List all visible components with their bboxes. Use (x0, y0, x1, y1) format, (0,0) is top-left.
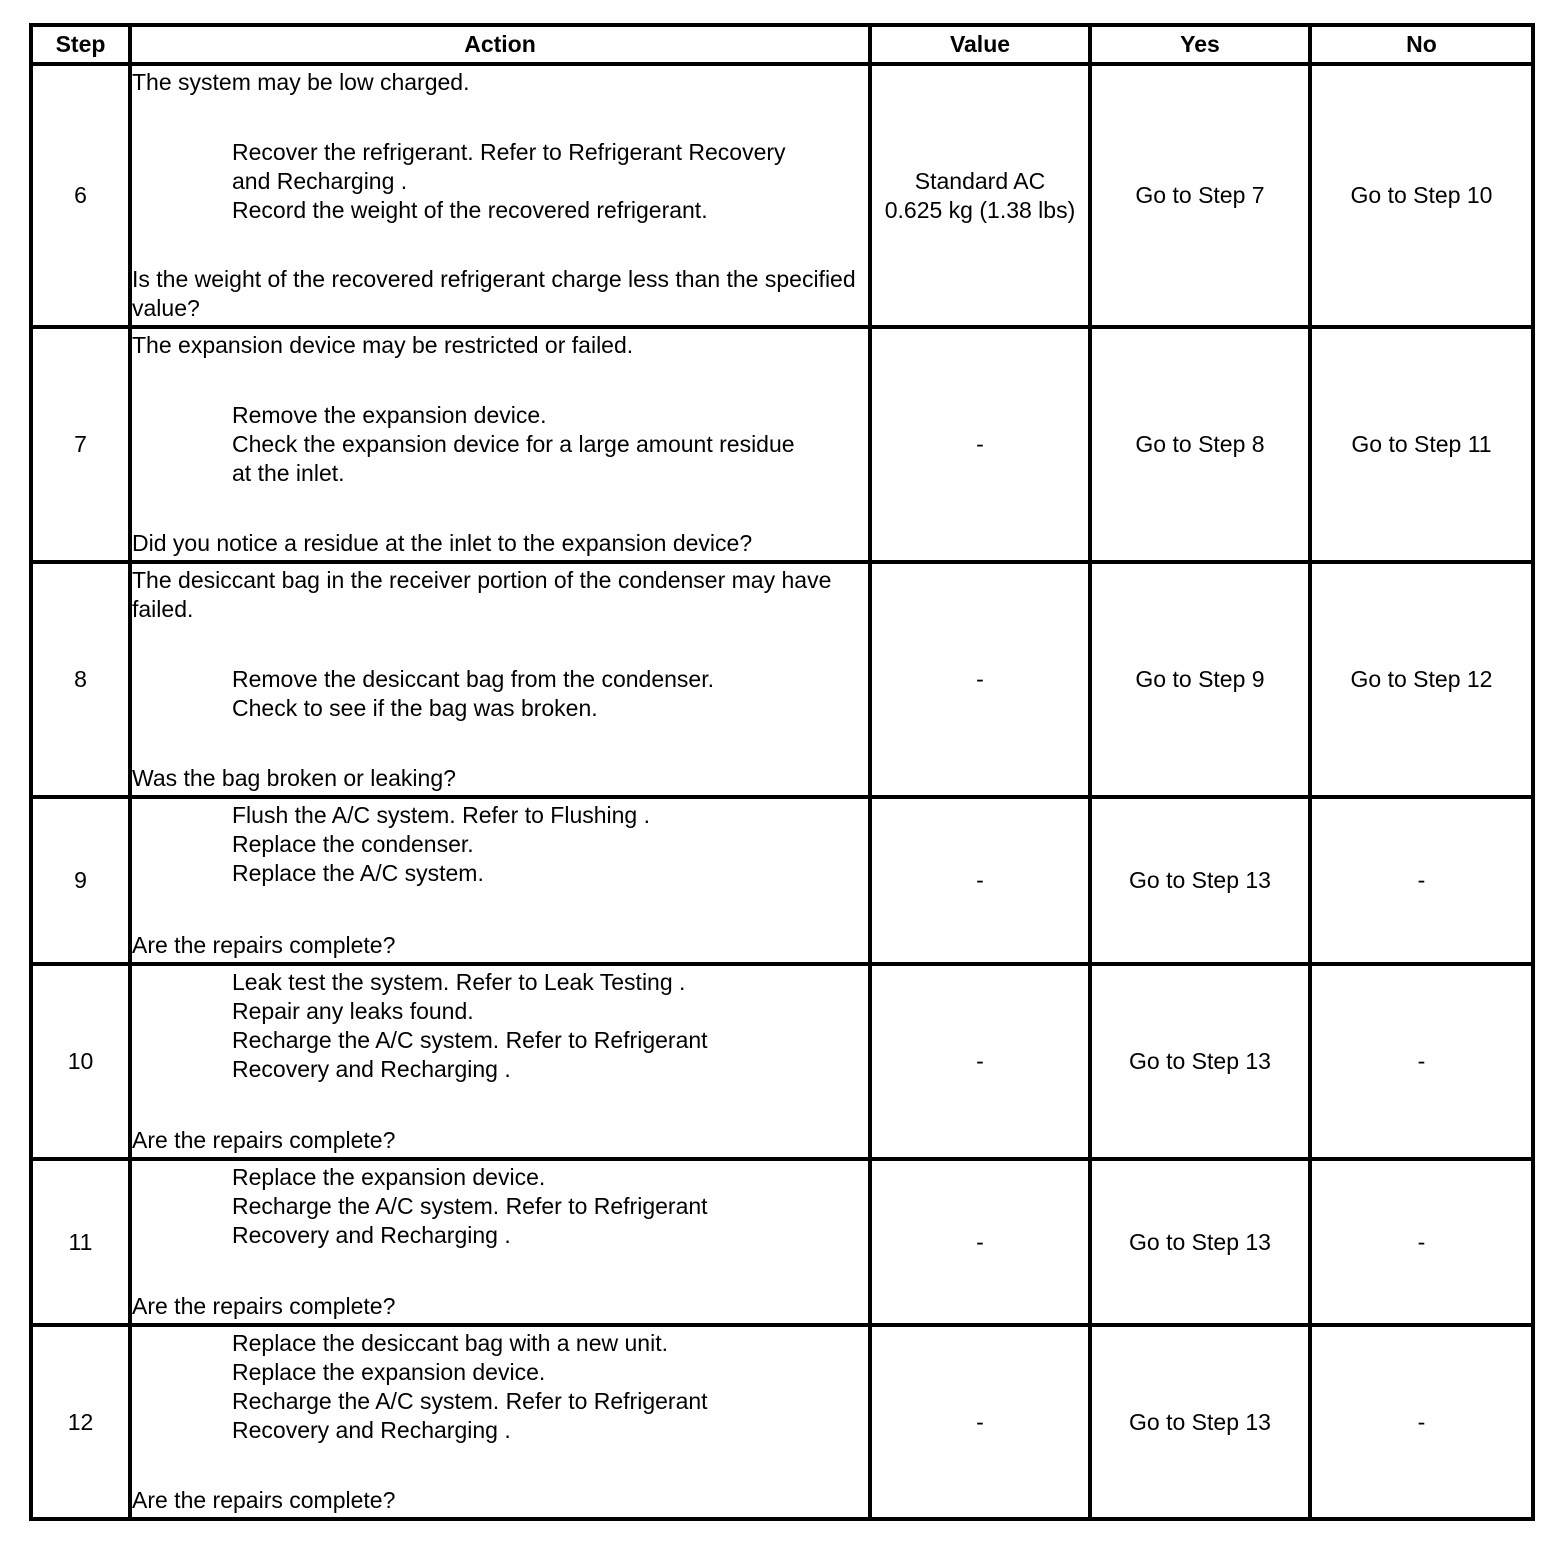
yes-cell: Go to Step 13 (1090, 797, 1310, 964)
action-line: Check the expansion device for a large amount residue (232, 431, 795, 457)
action-steps (132, 801, 868, 888)
action-steps (132, 968, 868, 1084)
table-header (31, 25, 1533, 64)
step-number: 11 (31, 1159, 130, 1325)
action-line: Check to see if the bag was broken. (232, 695, 598, 721)
action-line: Replace the desiccant bag with a new unit. (232, 1330, 668, 1356)
action-question: Is the weight of the recovered refrigerant charge less than the specified value? (132, 266, 856, 321)
action-steps (132, 401, 868, 488)
table-body (31, 64, 1533, 1519)
table-row (31, 964, 1533, 1159)
action-line: Remove the desiccant bag from the condenser. (232, 666, 715, 692)
action-line: Recharge the A/C system. Refer to Refrigerant (232, 1388, 708, 1414)
no-cell: Go to Step 12 (1310, 562, 1533, 797)
table-row (31, 327, 1533, 562)
action-question: Did you notice a residue at the inlet to the expansion device? (132, 530, 753, 556)
yes-cell: Go to Step 13 (1090, 1159, 1310, 1325)
action-steps (132, 1329, 868, 1445)
action-line: Recover the refrigerant. Refer to Refrigerant Recovery (232, 138, 786, 165)
action-line: Replace the A/C system. (232, 860, 484, 886)
diagnostic-table (29, 23, 1535, 1521)
value-cell: - (870, 797, 1090, 964)
table-row (31, 562, 1533, 797)
action-line: Repair any leaks found. (232, 998, 474, 1024)
table-row (31, 1325, 1533, 1519)
action-question: Are the repairs complete? (132, 1487, 396, 1513)
step-number: 9 (31, 797, 130, 964)
value-cell: - (870, 327, 1090, 562)
value-cell (870, 64, 1090, 327)
action-line: Replace the condenser. (232, 831, 474, 857)
table-row (31, 1159, 1533, 1325)
action-line: Record the weight of the recovered refrigerant. (232, 196, 708, 223)
header-action: Action (130, 25, 870, 64)
action-steps (132, 665, 868, 723)
value-cell: - (870, 964, 1090, 1159)
yes-cell: Go to Step 7 (1090, 64, 1310, 327)
action-line: Recharge the A/C system. Refer to Refrigerant (232, 1193, 708, 1219)
header-yes: Yes (1090, 25, 1310, 64)
action-question: Was the bag broken or leaking? (132, 765, 456, 791)
action-line: Flush the A/C system. Refer to Flushing . (232, 802, 650, 828)
no-cell: - (1310, 1325, 1533, 1519)
yes-cell: Go to Step 13 (1090, 964, 1310, 1159)
step-number: 7 (31, 327, 130, 562)
action-line: at the inlet. (232, 460, 345, 486)
action-cell (130, 964, 870, 1159)
action-intro: The desiccant bag in the receiver portion of the condenser may have failed. (132, 567, 832, 622)
value-cell: - (870, 1159, 1090, 1325)
header-value: Value (870, 25, 1090, 64)
value-line: Standard AC (914, 167, 1046, 194)
action-line: Remove the expansion device. (232, 402, 547, 428)
action-line: Recovery and Recharging . (232, 1222, 511, 1248)
header-no: No (1310, 25, 1533, 64)
action-line: Replace the expansion device. (232, 1164, 546, 1190)
no-cell: Go to Step 10 (1310, 64, 1533, 327)
yes-cell: Go to Step 13 (1090, 1325, 1310, 1519)
table-row (31, 64, 1533, 327)
step-number: 12 (31, 1325, 130, 1519)
action-question: Are the repairs complete? (132, 1127, 396, 1153)
action-cell (130, 562, 870, 797)
value-cell: - (870, 1325, 1090, 1519)
no-cell: - (1310, 797, 1533, 964)
yes-cell: Go to Step 8 (1090, 327, 1310, 562)
header-step: Step (31, 25, 130, 64)
step-number: 6 (31, 64, 130, 327)
action-intro: The system may be low charged. (132, 69, 470, 95)
table-row (31, 797, 1533, 964)
action-cell (130, 64, 870, 327)
no-cell: - (1310, 964, 1533, 1159)
no-cell: Go to Step 11 (1310, 327, 1533, 562)
action-line: Recovery and Recharging . (232, 1417, 511, 1443)
action-intro: The expansion device may be restricted or failed. (132, 332, 634, 358)
action-steps (132, 1163, 868, 1250)
action-line: Recharge the A/C system. Refer to Refrigerant (232, 1027, 708, 1053)
action-steps (132, 138, 868, 225)
action-question: Are the repairs complete? (132, 932, 396, 958)
action-cell (130, 327, 870, 562)
action-line: Recovery and Recharging . (232, 1056, 511, 1082)
action-cell (130, 1325, 870, 1519)
value-cell: - (870, 562, 1090, 797)
action-cell (130, 797, 870, 964)
action-question: Are the repairs complete? (132, 1293, 396, 1319)
yes-cell: Go to Step 9 (1090, 562, 1310, 797)
step-number: 10 (31, 964, 130, 1159)
action-line: and Recharging . (232, 167, 408, 194)
no-cell: - (1310, 1159, 1533, 1325)
action-line: Replace the expansion device. (232, 1359, 546, 1385)
action-line: Leak test the system. Refer to Leak Testing . (232, 969, 686, 995)
step-number: 8 (31, 562, 130, 797)
header-row (31, 25, 1533, 64)
action-cell (130, 1159, 870, 1325)
value-line: 0.625 kg (1.38 lbs) (884, 196, 1076, 223)
